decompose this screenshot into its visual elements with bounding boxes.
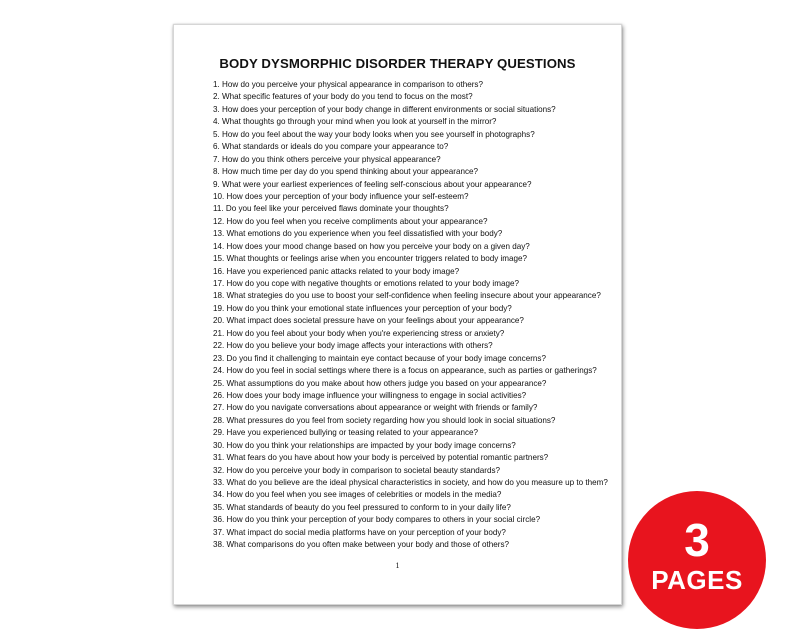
- page-count-number: 3: [684, 514, 710, 566]
- question-item: 6. What standards or ideals do you compare your appearance to?: [213, 142, 449, 152]
- page-count-label: PAGES: [651, 565, 743, 595]
- question-item: 24. How do you feel in social settings where there is a focus on appearance, such as parties or gatherings?: [213, 366, 597, 376]
- question-item: 12. How do you feel when you receive compliments about your appearance?: [213, 216, 488, 226]
- document-page: [173, 24, 622, 605]
- question-item: 15. What thoughts or feelings arise when you encounter triggers related to body image?: [213, 254, 528, 264]
- question-item: 10. How does your perception of your body influence your self-esteem?: [213, 191, 469, 201]
- question-item: 20. What impact does societal pressure have on your feelings about your appearance?: [213, 316, 524, 326]
- question-item: 27. How do you navigate conversations about appearance or weight with friends or family?: [213, 403, 538, 413]
- question-item: 14. How does your mood change based on how you perceive your body on a given day?: [213, 241, 530, 251]
- question-item: 23. Do you find it challenging to maintain eye contact because of your body image concerns?: [213, 353, 546, 363]
- page-count-badge: [628, 491, 766, 629]
- document-title: BODY DYSMORPHIC DISORDER THERAPY QUESTIONS: [219, 56, 576, 71]
- question-item: 22. How do you believe your body image affects your interactions with others?: [213, 341, 493, 351]
- question-item: 3. How does your perception of your body change in different environments or social situations?: [213, 104, 556, 114]
- question-item: 38. What comparisons do you often make between your body and those of others?: [213, 540, 510, 550]
- question-item: 18. What strategies do you use to boost your self-confidence when feeling insecure about your appearance?: [213, 291, 601, 301]
- question-item: 19. How do you think your emotional state influences your perception of your body?: [213, 303, 512, 313]
- question-item: 34. How do you feel when you see images of celebrities or models in the media?: [213, 490, 502, 500]
- question-item: 37. What impact do social media platforms have on your perception of your body?: [213, 527, 506, 537]
- question-item: 33. What do you believe are the ideal physical characteristics in society, and how do you measure up to them?: [213, 478, 608, 487]
- question-item: 28. What pressures do you feel from society regarding how you should look in social situations?: [213, 415, 556, 425]
- question-item: 30. How do you think your relationships are impacted by your body image concerns?: [213, 440, 516, 450]
- question-item: 8. How much time per day do you spend thinking about your appearance?: [213, 167, 479, 177]
- question-item: 4. What thoughts go through your mind when you look at yourself in the mirror?: [213, 117, 497, 127]
- question-item: 13. What emotions do you experience when you feel dissatisfied with your body?: [213, 229, 503, 239]
- question-item: 9. What were your earliest experiences of feeling self-conscious about your appearance?: [213, 179, 532, 189]
- question-item: 21. How do you feel about your body when you're experiencing stress or anxiety?: [213, 328, 505, 338]
- question-item: 26. How does your body image influence your willingness to engage in social activities?: [213, 390, 527, 400]
- question-item: 32. How do you perceive your body in comparison to societal beauty standards?: [213, 465, 501, 475]
- question-item: 17. How do you cope with negative thoughts or emotions related to your body image?: [213, 279, 519, 288]
- question-item: 11. Do you feel like your perceived flaws dominate your thoughts?: [213, 204, 449, 214]
- question-item: 2. What specific features of your body do you tend to focus on the most?: [213, 92, 473, 102]
- question-item: 16. Have you experienced panic attacks related to your body image?: [213, 266, 460, 276]
- question-item: 25. What assumptions do you make about how others judge you based on your appearance?: [213, 378, 547, 388]
- question-item: 35. What standards of beauty do you feel pressured to conform to in your daily life?: [213, 502, 511, 512]
- question-item: 36. How do you think your perception of your body compares to others in your social circle?: [213, 515, 541, 525]
- question-item: 5. How do you feel about the way your body looks when you see yourself in photographs?: [213, 129, 535, 139]
- question-item: 29. Have you experienced bullying or teasing related to your appearance?: [213, 428, 479, 438]
- question-item: 31. What fears do you have about how your body is perceived by potential romantic partners?: [213, 453, 549, 463]
- question-list: [213, 79, 618, 552]
- question-item: 7. How do you think others perceive your physical appearance?: [213, 154, 441, 164]
- page-number: 1: [395, 561, 400, 570]
- question-item: 1. How do you perceive your physical appearance in comparison to others?: [213, 80, 483, 89]
